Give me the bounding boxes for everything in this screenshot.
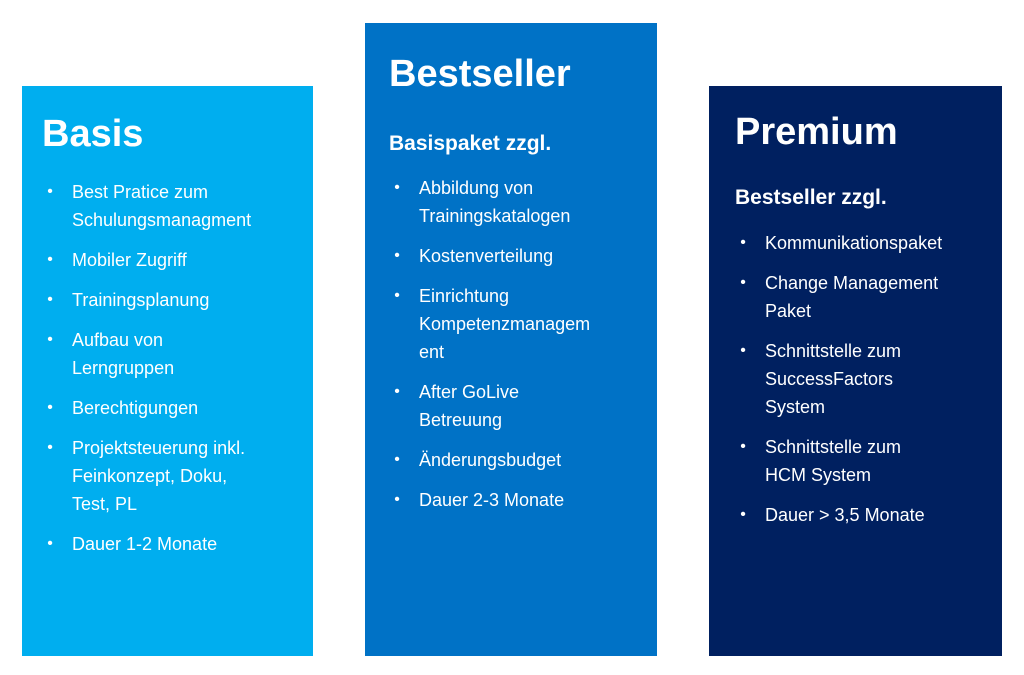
list-item-text: Dauer 1-2 Monate (72, 534, 218, 554)
list-item-text: Projektsteuerung inkl. (72, 438, 246, 458)
list-item (42, 178, 251, 234)
list-item-text: Trainingsplanung (72, 290, 210, 310)
list-item-text: Änderungsbudget (419, 450, 562, 470)
list-item-text: Change Management (765, 273, 939, 293)
bullet-icon: • (740, 234, 746, 251)
list-item-text: Lerngruppen (72, 358, 175, 378)
list-item-text: Best Pratice zum (72, 182, 209, 202)
list-item-text: Trainingskatalogen (419, 206, 571, 226)
list-item-text: Paket (765, 301, 812, 321)
bullet-icon: • (47, 331, 53, 348)
list-item-text: Feinkonzept, Doku, (72, 466, 228, 486)
list-item-text: Schnittstelle zum (765, 341, 902, 361)
list-item-text: After GoLive (419, 382, 520, 402)
list-item (42, 530, 251, 558)
list-item (389, 174, 590, 230)
bullet-icon: • (47, 251, 53, 268)
bullet-icon: • (47, 535, 53, 552)
premium-feature-list (735, 229, 942, 541)
bestseller-subtitle: Basispaket zzgl. (389, 132, 552, 155)
premium-card (709, 86, 1002, 656)
list-item-text: Kostenverteilung (419, 246, 554, 266)
list-item (42, 326, 251, 382)
bullet-icon: • (47, 399, 53, 416)
premium-title: Premium (735, 111, 898, 153)
list-item-text: Betreuung (419, 410, 503, 430)
list-item (42, 434, 251, 518)
list-item (42, 286, 251, 314)
bullet-icon: • (394, 491, 400, 508)
bullet-icon: • (740, 342, 746, 359)
list-item-text: Schnittstelle zum (765, 437, 902, 457)
list-item-text: Dauer > 3,5 Monate (765, 505, 925, 525)
basis-feature-list (42, 178, 251, 570)
list-item-text: Mobiler Zugriff (72, 250, 187, 270)
list-item-text: Test, PL (72, 494, 138, 514)
list-item (42, 246, 251, 274)
bullet-icon: • (740, 438, 746, 455)
premium-subtitle: Bestseller zzgl. (735, 186, 887, 209)
bullet-icon: • (394, 451, 400, 468)
bullet-icon: • (740, 274, 746, 291)
basis-title: Basis (42, 113, 144, 155)
bullet-icon: • (740, 506, 746, 523)
list-item-text: Abbildung von (419, 178, 534, 198)
bullet-icon: • (47, 183, 53, 200)
list-item (735, 229, 942, 257)
list-item-text: SuccessFactors (765, 369, 894, 389)
list-item (42, 394, 251, 422)
list-item-text: System (765, 397, 826, 417)
bullet-icon: • (394, 247, 400, 264)
bullet-icon: • (394, 383, 400, 400)
list-item (389, 446, 590, 474)
basis-card (22, 86, 313, 656)
list-item (389, 242, 590, 270)
list-item-text: Einrichtung (419, 286, 510, 306)
bullet-icon: • (47, 291, 53, 308)
list-item-text: Schulungsmanagment (72, 210, 252, 230)
list-item (735, 433, 942, 489)
list-item-text: Kommunikationspaket (765, 233, 943, 253)
list-item (389, 282, 590, 366)
bullet-icon: • (394, 287, 400, 304)
bestseller-feature-list (389, 174, 590, 526)
list-item (735, 501, 942, 529)
list-item-text: Berechtigungen (72, 398, 199, 418)
bestseller-title: Bestseller (389, 53, 571, 95)
list-item-text: Aufbau von (72, 330, 164, 350)
list-item (389, 486, 590, 514)
list-item-text: ent (419, 342, 445, 362)
bestseller-card (365, 23, 657, 656)
list-item-text: Kompetenzmanagem (419, 314, 591, 334)
bullet-icon: • (394, 179, 400, 196)
list-item (389, 378, 590, 434)
list-item-text: Dauer 2-3 Monate (419, 490, 565, 510)
bullet-icon: • (47, 439, 53, 456)
list-item (735, 337, 942, 421)
list-item (735, 269, 942, 325)
list-item-text: HCM System (765, 465, 872, 485)
